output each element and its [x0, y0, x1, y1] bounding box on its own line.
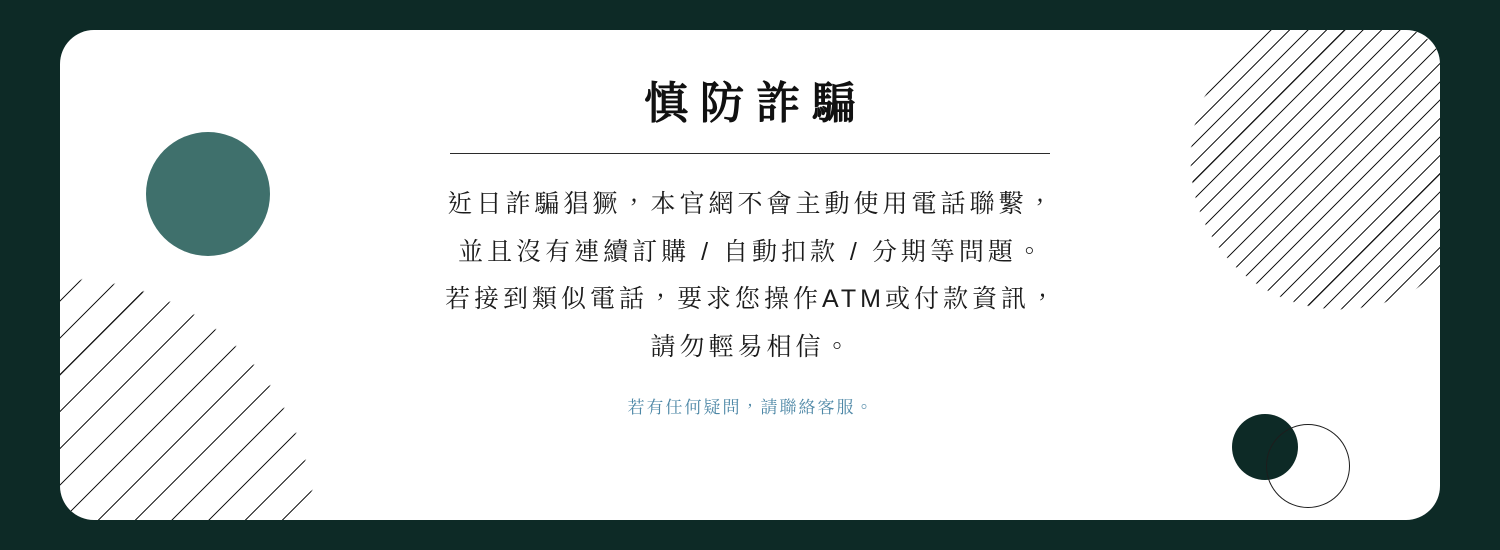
page-title: 慎防詐騙	[644, 79, 868, 128]
title-divider	[450, 153, 1050, 154]
notice-body-line: 近日詐騙猖獗，本官網不會主動使用電話聯繫，	[447, 189, 1057, 218]
notice-card	[60, 30, 1440, 520]
notice-body	[441, 188, 1059, 365]
notice-body-line: 若接到類似電話，要求您操作ATM或付款資訊，	[445, 285, 1059, 314]
notice-body-line: 並且沒有連續訂購 / 自動扣款 / 分期等問題。	[458, 237, 1046, 266]
notice-content	[60, 30, 1440, 520]
notice-body-line: 請勿輕易相信。	[650, 333, 854, 362]
customer-service-footnote: 若有任何疑問，請聯絡客服。	[627, 397, 875, 417]
